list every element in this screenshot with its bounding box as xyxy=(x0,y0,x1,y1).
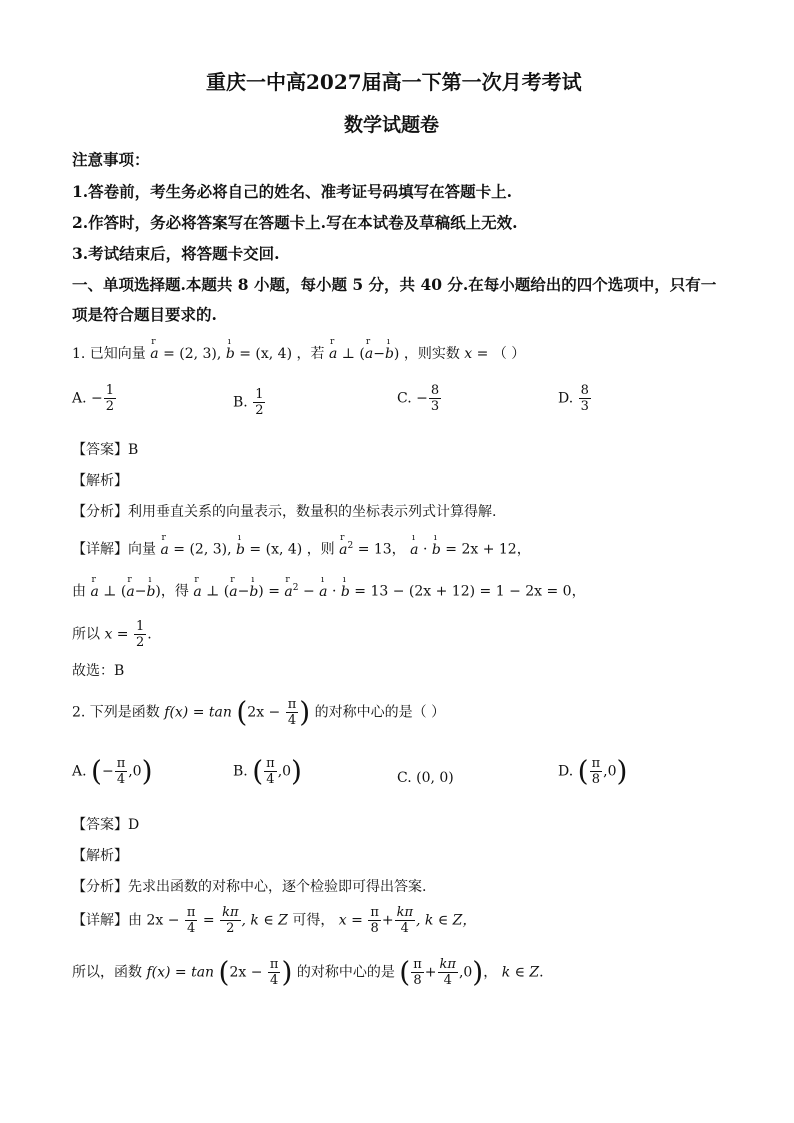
xj-text: ，则 xyxy=(306,541,335,558)
option-label: C. xyxy=(397,770,412,786)
vector-a: r a xyxy=(339,543,347,557)
q1-answer xyxy=(72,443,138,457)
q2-stem xyxy=(72,695,446,729)
section-heading-line1: 一、单项选择题.本题共 8 小题，每小题 5 分，共 40 分.在每小题给出的四个选项中，只有一 xyxy=(72,275,717,294)
vector-a: r a xyxy=(365,347,373,361)
vector-a: r a xyxy=(329,347,337,361)
q1-expr2: = (x, 4) xyxy=(239,346,293,362)
xj-expr: = 13， xyxy=(357,541,406,558)
vector-b: ı b xyxy=(249,585,258,599)
notes-item-1: 1.答卷前，考生务必将自己的姓名、准考证号码填写在答题卡上. xyxy=(72,182,513,201)
fenxi-tag: 【分析】 xyxy=(72,504,128,520)
option-label: C. xyxy=(397,390,412,407)
xj-text: . xyxy=(539,964,544,981)
fenxi-text: 先求出函数的对称中心，逐个检验即可得出答案. xyxy=(128,879,427,895)
q2-xiangjie xyxy=(72,906,476,935)
vector-a: ı a xyxy=(410,543,418,557)
xj-fraction: $\frac{\pi}{8}$ xyxy=(370,905,379,936)
option-fraction: $\frac{\pi}{4}$ xyxy=(266,756,275,787)
option-fraction: $\frac{1}{2}$ xyxy=(255,387,264,418)
vector-a: r a xyxy=(193,585,201,599)
fenxi-tag: 【分析】 xyxy=(72,879,128,895)
q2-analysis-tag: 【解析】 xyxy=(72,848,128,864)
q1-option-d[interactable] xyxy=(558,384,592,413)
vector-b: ı b xyxy=(341,585,350,599)
plus: + xyxy=(424,964,437,981)
q2-conclusion xyxy=(72,955,544,989)
paren-left: ( xyxy=(236,695,248,729)
q1-minus: − xyxy=(373,346,385,362)
paren-right: ) xyxy=(299,695,311,729)
paren-left: ( xyxy=(252,754,264,788)
xj-expr: = (2, 3), xyxy=(173,541,232,558)
xj-fraction: $\frac{k\pi}{2}$ xyxy=(222,905,239,936)
sup-2: 2 xyxy=(292,583,299,593)
vector-b: ı b xyxy=(146,585,155,599)
xj-text: . xyxy=(147,626,152,643)
xj-fraction: $\frac{1}{2}$ xyxy=(135,619,145,650)
perp: ⊥ xyxy=(206,583,220,600)
xj-expr: = 2x + 12， xyxy=(445,541,531,558)
answer-value: D xyxy=(128,817,140,833)
answer-tag: 【答案】 xyxy=(72,442,128,458)
xj-text: )，得 xyxy=(155,583,189,600)
xj-expr: = (x, 4) xyxy=(249,541,303,558)
option-fraction: $\frac{\pi}{8}$ xyxy=(591,756,601,787)
option-tail: ,0 xyxy=(128,763,142,780)
xj-text: 由 xyxy=(72,583,86,600)
xj-text: 向量 xyxy=(128,541,156,558)
xj-expr: , k ∈ Z xyxy=(241,912,288,929)
option-label: A. xyxy=(72,390,87,407)
option-tail: ,0 xyxy=(277,763,292,780)
option-label: D. xyxy=(558,390,574,407)
option-fraction: $\frac{1}{2}$ xyxy=(105,383,115,414)
vector-a: r a xyxy=(229,585,237,599)
xj-eq: = xyxy=(202,912,215,929)
q1-close: ) xyxy=(393,346,400,362)
paren-right: ) xyxy=(141,754,153,788)
q2-answer xyxy=(72,818,139,832)
q2-fx: f(x) = tan xyxy=(164,704,232,721)
q1-perp: ⊥ ( xyxy=(341,346,365,362)
xj-fraction: $\frac{k\pi}{4}$ xyxy=(396,905,414,936)
q1-prefix: 1. 已知向量 xyxy=(72,346,146,362)
q1-expr1: = (2, 3), xyxy=(163,346,222,362)
dot: · xyxy=(331,583,337,600)
vector-a: r a xyxy=(284,585,292,599)
minus: − xyxy=(302,583,315,600)
minus: − xyxy=(134,583,147,600)
option-label: A. xyxy=(72,763,87,780)
vector-a: ı a xyxy=(319,585,327,599)
answer-tag: 【答案】 xyxy=(72,817,128,833)
vector-b: ı b xyxy=(236,543,245,557)
q1-option-b[interactable] xyxy=(233,388,266,417)
vector-a: r a xyxy=(150,347,158,361)
plus: + xyxy=(381,912,394,929)
q2-option-a[interactable] xyxy=(72,754,153,788)
paren-left: ( xyxy=(577,754,589,788)
xj-tail: ,0 xyxy=(458,964,473,981)
dot: · xyxy=(422,541,428,558)
xj-inner: 2x − xyxy=(229,964,263,981)
q1-mid: ，若 xyxy=(296,346,325,362)
vector-a: r a xyxy=(160,543,168,557)
notes-heading: 注意事项： xyxy=(72,150,150,169)
paren-left: ( xyxy=(218,955,230,989)
option-fraction: $\frac{8}{3}$ xyxy=(580,383,589,414)
xj-text: 由 xyxy=(128,912,142,929)
option-sign: − xyxy=(101,763,114,780)
vector-b: ı b xyxy=(432,543,441,557)
vector-a: r a xyxy=(90,585,98,599)
q1-xiangjie-line3 xyxy=(72,620,152,649)
xj-expr: x = xyxy=(104,626,129,643)
q1-option-c[interactable] xyxy=(397,384,442,413)
q2-fraction: $\frac{\pi}{4}$ xyxy=(287,697,297,728)
paren-left: ( xyxy=(91,754,102,788)
option-tail: ,0 xyxy=(603,763,617,780)
xj-text: 所以 xyxy=(72,626,100,643)
xj-text: ， xyxy=(483,964,498,981)
q1-xiangjie-line2 xyxy=(72,584,586,599)
option-label: D. xyxy=(558,763,574,780)
option-label: B. xyxy=(233,763,248,780)
xj-fraction: $\frac{\pi}{4}$ xyxy=(186,905,196,936)
xj-expr: 2x − xyxy=(146,912,180,929)
xj-expr: , k ∈ Z， xyxy=(416,912,477,929)
q1-option-a[interactable] xyxy=(72,384,117,413)
option-sign: − xyxy=(416,390,428,407)
section-heading-line2: 项是符合题目要求的. xyxy=(72,305,217,324)
answer-value: B xyxy=(128,442,139,458)
sup-2: 2 xyxy=(347,541,354,551)
xj-expr: ⊥ ( xyxy=(103,583,127,600)
xj-expr: ) = xyxy=(258,583,280,600)
page-subtitle: 数学试题卷 xyxy=(344,114,440,136)
q1-x-eq: x = xyxy=(464,346,489,362)
option-fraction: $\frac{8}{3}$ xyxy=(430,383,440,414)
q1-blank: （ ） xyxy=(492,346,526,362)
xj-expr: ( xyxy=(223,583,230,600)
xj-fraction: $\frac{\pi}{4}$ xyxy=(269,957,279,988)
paren-right: ) xyxy=(291,754,302,788)
q2-option-b[interactable] xyxy=(233,754,302,788)
xj-text: 的对称中心的是 xyxy=(296,964,395,981)
q1-choose: 故选：B xyxy=(72,663,125,679)
xiangjie-tag: 【详解】 xyxy=(72,541,128,558)
q2-inner: 2x − xyxy=(247,704,281,721)
fenxi-text: 利用垂直关系的向量表示，数量积的坐标表示列式计算得解. xyxy=(128,504,497,520)
q2-option-c[interactable] xyxy=(397,771,454,785)
paren-right: ) xyxy=(281,955,293,989)
xj-expr: = 13 − (2x + 12) = 1 − 2x = 0， xyxy=(354,583,586,600)
xiangjie-tag: 【详解】 xyxy=(72,912,128,929)
vector-a: r a xyxy=(126,585,134,599)
paren-right: ) xyxy=(616,754,628,788)
xj-text: 可得， xyxy=(292,912,335,929)
q1-stem xyxy=(72,347,525,361)
q1-analysis-tag: 【解析】 xyxy=(72,473,128,489)
xj-fraction: $\frac{\pi}{8}$ xyxy=(413,957,422,988)
q2-suffix: 的对称中心的是（ ） xyxy=(314,704,446,721)
paren-right: ) xyxy=(472,955,484,989)
xj-expr: k ∈ Z xyxy=(501,964,540,981)
notes-item-2: 2.作答时，务必将答案写在答题卡上.写在本试卷及草稿纸上无效. xyxy=(72,213,518,232)
option-fraction: $\frac{\pi}{4}$ xyxy=(116,756,126,787)
option-content: (0, 0) xyxy=(416,770,454,786)
notes-item-3: 3.考试结束后，将答题卡交回. xyxy=(72,244,280,263)
vector-b: ı b xyxy=(385,347,394,361)
page-title: 重庆一中高2027届高一下第一次月考考试 xyxy=(206,70,582,94)
vector-b: ı b xyxy=(226,347,235,361)
q2-fenxi xyxy=(72,880,426,894)
minus: − xyxy=(237,583,250,600)
xj-expr: x = xyxy=(338,912,363,929)
q2-option-d[interactable] xyxy=(558,754,628,788)
paren-left: ( xyxy=(399,955,411,989)
xj-fx: f(x) = tan xyxy=(146,964,215,981)
xj-fraction: $\frac{k\pi}{4}$ xyxy=(439,957,456,988)
q1-xiangjie-line1 xyxy=(72,542,531,557)
option-sign: − xyxy=(91,390,103,407)
option-label: B. xyxy=(233,394,248,411)
q2-prefix: 2. 下列是函数 xyxy=(72,704,160,721)
xj-text: 所以，函数 xyxy=(72,964,142,981)
q1-fenxi xyxy=(72,505,496,519)
q1-ask: ，则实数 xyxy=(403,346,460,362)
